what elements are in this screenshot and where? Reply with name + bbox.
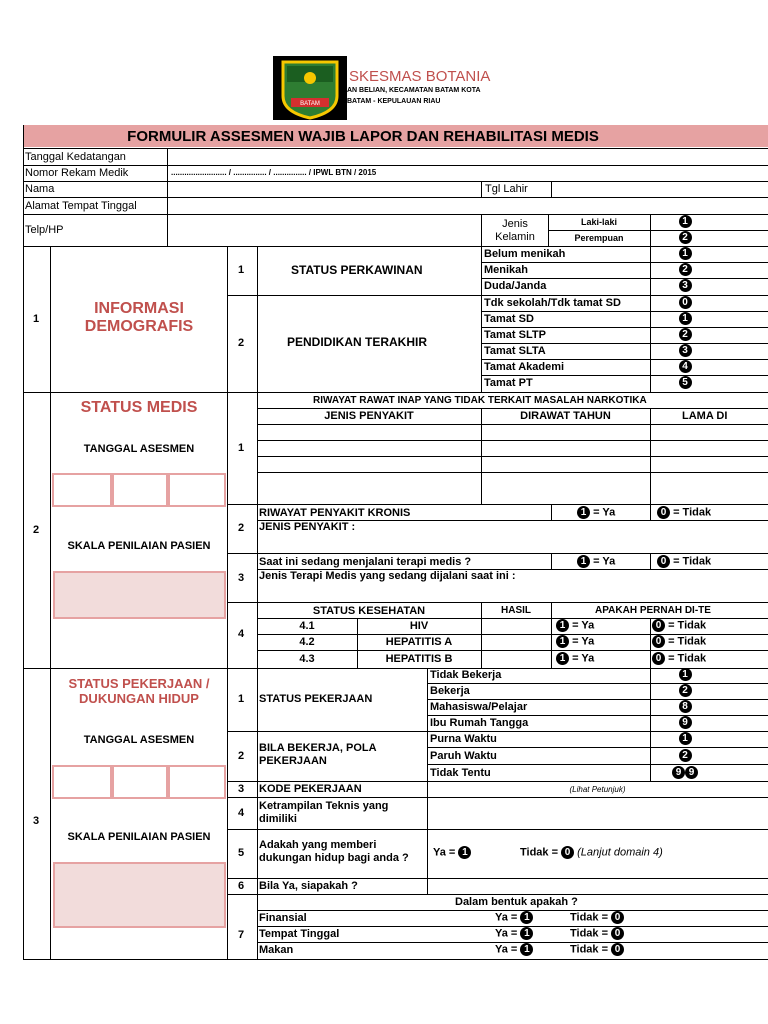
cell [520,846,663,859]
code-icon: 2 [679,231,692,244]
section-number: 3 [33,815,40,827]
ya-label: = Ya [593,555,616,568]
jenis-kelamin-label: Jenis Kelamin [495,218,535,243]
q7-header: Dalam bentuk apakah ? [455,896,578,908]
cell [650,766,720,779]
code-icon: 0 [652,635,665,648]
section-number: 1 [33,313,40,325]
cell: Ya = 1 [495,927,533,940]
q-pendidikan: PENDIDIKAN TERAKHIR [287,335,428,349]
option: Tidak Tentu [430,767,491,779]
code-icon: 1 [520,943,533,956]
code-icon: 9 [685,766,698,779]
skala-label: SKALA PENILAIAN PASIEN [67,540,211,552]
code-icon: 9 [672,766,685,779]
code-icon: 1 [679,215,692,228]
code-icon: 2 [679,749,692,762]
test-number: 4.3 [299,653,315,665]
logo [273,56,347,120]
col-lama: LAMA DI [682,410,728,422]
cell [657,555,711,568]
section-title: STATUS PEKERJAAN / DUKUNGAN HIDUP [68,676,210,706]
question-number: 1 [238,264,245,276]
question-number: 5 [238,847,245,859]
code-icon: 1 [679,732,692,745]
code-icon: 0 [611,943,624,956]
jenis-terapi-label: Jenis Terapi Medis yang sedang dijalani saat ini : [259,570,516,582]
option: Mahasiswa/Pelajar [430,701,528,713]
cell: 1 = Ya [556,619,594,632]
option: Tamat SD [484,313,534,325]
cell [657,506,711,519]
q-status-pekerjaan: STATUS PEKERJAAN [259,693,373,705]
telp-label: Telp/HP [25,224,64,236]
alamat-label: Alamat Tempat Tinggal [25,200,137,212]
q-siapakah: Bila Ya, siapakah ? [259,880,358,892]
cell [650,328,720,341]
option: Ibu Rumah Tangga [430,717,529,729]
cell: 0 = Tidak [652,619,706,632]
col-dirawat-tahun: DIRAWAT TAHUN [520,410,611,422]
q-dukungan: Adakah yang memberi dukungan hidup bagi anda ? [259,839,409,864]
question-number: 1 [238,693,245,705]
code-icon: 1 [458,846,471,859]
code-icon: 0 [652,652,665,665]
cell [650,344,720,357]
date-box[interactable] [112,765,168,799]
question-number: 6 [238,880,245,892]
tanggal-asesmen-label: TANGGAL ASESMEN [83,443,195,455]
rekam-label: Nomor Rekam Medik [25,167,129,179]
tanggal-asesmen-label: TANGGAL ASESMEN [83,734,195,746]
test-name: HIV [409,620,429,632]
option: Purna Waktu [430,733,497,745]
code-icon: 1 [577,555,590,568]
code-icon: 8 [679,700,692,713]
question-number: 2 [238,750,245,762]
cell [650,215,720,228]
clinic-address: AN BELIAN, KECAMATAN BATAM KOTA [347,87,481,94]
cell [650,700,720,713]
question-number: 4 [238,807,245,819]
kronis-label: RIWAYAT PENYAKIT KRONIS [259,507,411,519]
cell [650,231,720,244]
test-name: HEPATITIS B [385,653,453,665]
clinic-city: BATAM - KEPULAUAN RIAU [347,98,441,105]
q-status-perkawinan: STATUS PERKAWINAN [291,263,423,277]
question-number: 2 [238,337,245,349]
code-icon: 9 [679,716,692,729]
code-icon: 0 [679,296,692,309]
option: Duda/Janda [484,280,547,292]
code-icon: 2 [679,263,692,276]
ya-label: Ya = [433,846,456,859]
form-title: FORMULIR ASSESMEN WAJIB LAPOR DAN REHABILITASI MEDIS [127,128,599,145]
code-icon: 2 [679,684,692,697]
option: Bekerja [430,685,470,697]
riwayat-header: RIWAYAT RAWAT INAP YANG TIDAK TERKAIT MASALAH NARKOTIKA [313,395,647,406]
cell: Tidak = 0 [570,911,624,924]
option: Paruh Waktu [430,750,497,762]
support-item: Tempat Tinggal [259,928,340,940]
date-box[interactable] [52,765,112,799]
cell: Tidak = 0 [570,927,624,940]
option: Tamat SLTA [484,345,546,357]
tidak-label: = Tidak [673,555,712,568]
option: Tamat PT [484,377,533,389]
code-icon: 0 [561,846,574,859]
option: Belum menikah [484,248,566,260]
status-kesehatan-header: STATUS KESEHATAN [312,605,426,617]
cell [650,684,720,697]
clinic-name: SKESMAS BOTANIA [349,68,491,85]
cell [650,376,720,389]
q-pola-pekerjaan: BILA BEKERJA, POLA PEKERJAAN [259,742,377,767]
code-icon: 3 [679,344,692,357]
code-icon: 0 [611,927,624,940]
cell: 1 = Ya [556,635,594,648]
option: Tamat Akademi [484,361,565,373]
cell [650,716,720,729]
cell [650,312,720,325]
code-icon: 1 [679,247,692,260]
code-icon: 0 [652,619,665,632]
question-number: 7 [238,929,245,941]
option: Tidak Bekerja [430,669,502,681]
support-item: Finansial [259,912,307,924]
skala-box[interactable] [53,862,226,928]
question-number: 1 [238,442,245,454]
jenis-penyakit-label: JENIS PENYAKIT : [259,521,356,533]
option: Tamat SLTP [484,329,546,341]
date-box[interactable] [168,473,226,507]
cell [433,846,471,859]
crest-icon [273,56,347,120]
cell: Tidak = 0 [570,943,624,956]
tidak-label: Tidak = [520,846,559,859]
date-box[interactable] [52,473,112,507]
test-name: HEPATITIS A [385,636,453,648]
cell [650,732,720,745]
col-jenis-penyakit: JENIS PENYAKIT [324,410,414,422]
code-icon: 5 [679,376,692,389]
code-icon: 1 [577,506,590,519]
section-title: STATUS MEDIS [80,399,198,416]
code-icon: 0 [611,911,624,924]
question-number: 3 [238,783,245,795]
support-item: Makan [259,944,294,956]
cell [650,279,720,292]
code-icon: 1 [520,927,533,940]
code-icon: 0 [657,506,670,519]
code-icon: 1 [556,635,569,648]
question-number: 3 [238,572,245,584]
question-number: 2 [238,522,245,534]
tgl-lahir-label: Tgl Lahir [485,183,528,195]
code-icon: 1 [556,652,569,665]
cell [650,360,720,373]
code-icon: 1 [520,911,533,924]
test-number: 4.2 [299,636,315,648]
q-kode-pekerjaan: KODE PEKERJAAN [259,783,362,795]
question-number: 4 [238,628,245,640]
pernah-header: APAKAH PERNAH DI-TE [595,605,711,616]
cell [577,506,615,519]
cell: Ya = 1 [495,943,533,956]
skala-label: SKALA PENILAIAN PASIEN [67,831,211,843]
option: Menikah [484,264,529,276]
cell [650,749,720,762]
cell: 1 = Ya [556,652,594,665]
cell [650,668,720,681]
date-box[interactable] [112,473,168,507]
code-icon: 1 [556,619,569,632]
skala-box[interactable] [53,571,226,619]
tidak-label: = Tidak [673,506,712,519]
code-icon: 3 [679,279,692,292]
logo-caption: BATAM [300,101,320,107]
code-icon: 0 [657,555,670,568]
rekam-value: ......................... / ............... / ............... / IPWL BTN / 2015 [171,168,377,177]
cell [650,263,720,276]
code-icon: 4 [679,360,692,373]
section-title: INFORMASI DEMOGRAFIS [84,300,194,335]
cell [577,555,615,568]
code-icon: 1 [679,668,692,681]
q-ketrampilan: Ketrampilan Teknis yang dimiliki [259,800,389,825]
perempuan-label: Perempuan [574,233,624,243]
cell [650,247,720,260]
terapi-label: Saat ini sedang menjalani terapi medis ? [259,556,472,568]
test-number: 4.1 [299,620,315,632]
lanjut-note: (Lanjut domain 4) [577,846,663,859]
code-icon: 1 [679,312,692,325]
tanggal-label: Tanggal Kedatangan [25,151,126,163]
code-icon: 2 [679,328,692,341]
option: Tdk sekolah/Tdk tamat SD [484,297,621,309]
date-box[interactable] [168,765,226,799]
laki-label: Laki-laki [580,217,618,227]
cell: 0 = Tidak [652,652,706,665]
section-number: 2 [33,524,40,536]
cell: Ya = 1 [495,911,533,924]
kode-note: (Lihat Petunjuk) [569,785,626,794]
hasil-header: HASIL [501,605,531,616]
nama-label: Nama [25,183,55,195]
cell [650,296,720,309]
ya-label: = Ya [593,506,616,519]
cell: 0 = Tidak [652,635,706,648]
